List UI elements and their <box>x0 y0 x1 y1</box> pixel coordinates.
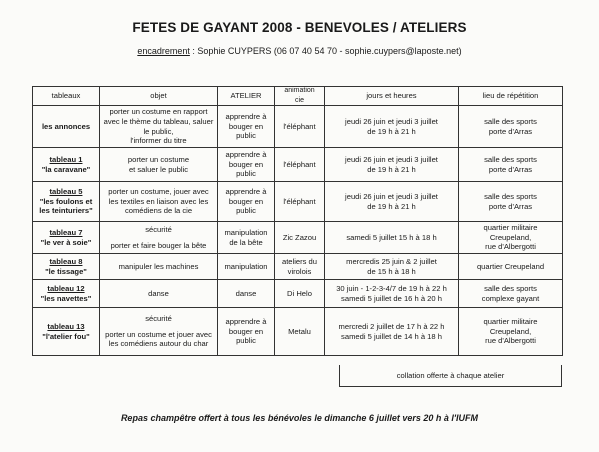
objet-line: l'informer du titre <box>130 136 187 146</box>
contact-text: : Sophie CUYPERS (06 07 40 54 70 - sophie.cuypers@laposte.net) <box>189 46 462 56</box>
atelier-line: de la bête <box>229 237 263 247</box>
cell-tableau <box>33 222 100 254</box>
cell-animation <box>275 254 325 280</box>
jours-line: jeudi 26 juin et jeudi 3 juillet <box>345 116 438 126</box>
table-row <box>33 254 563 280</box>
atelier-line: danse <box>235 288 257 298</box>
lieu-line: porte d'Arras <box>488 126 533 136</box>
atelier-line: bouger en <box>228 159 264 169</box>
objet-line: avec le thème du tableau, saluer <box>103 116 214 126</box>
atelier-line: apprendre à <box>225 150 267 160</box>
cell-atelier <box>218 148 275 182</box>
cell-jours <box>325 106 459 148</box>
atelier-line: manipulation <box>224 261 268 271</box>
jours-line: samedi 5 juillet de 16 h à 20 h <box>341 293 442 303</box>
jours-line: jeudi 26 juin et jeudi 3 juillet <box>345 154 438 164</box>
header-animation-line1: animation <box>284 87 315 94</box>
table-row <box>33 222 563 254</box>
atelier-line: bouger en <box>228 326 264 336</box>
objet-line: porter un costume, jouer avec <box>108 187 209 197</box>
tableau-name: les annonces <box>41 121 91 131</box>
jours-line: jeudi 26 juin et jeudi 3 juillet <box>345 191 438 201</box>
cell-atelier <box>218 222 275 254</box>
tableau-name: "les navettes" <box>40 293 92 303</box>
tableau-number: tableau 13 <box>47 321 85 331</box>
cell-lieu <box>459 280 563 308</box>
jours-line: mercredis 25 juin & 2 juillet <box>346 256 437 266</box>
atelier-line: manipulation <box>224 227 268 237</box>
cell-tableau <box>33 182 100 222</box>
tableau-number: tableau 1 <box>49 154 83 164</box>
jours-line: 30 juin - 1-2-3-4/7 de 19 h à 22 h <box>336 283 447 293</box>
jours-line: mercredi 2 juillet de 17 h à 22 h <box>338 321 445 331</box>
lieu-line: quartier militaire <box>483 223 538 233</box>
footer-note: Repas champêtre offert à tous les bénévoles le dimanche 6 juillet vers 20 h à l'IUFM <box>120 413 479 423</box>
objet-line: les textiles en liaison avec les <box>108 196 209 206</box>
header-jours: jours et heures <box>325 87 459 106</box>
cell-animation <box>275 106 325 148</box>
table-row <box>33 106 563 148</box>
cell-objet <box>100 308 218 356</box>
jours-line: samedi 5 juillet 15 h à 18 h <box>346 232 437 242</box>
contact-line <box>0 46 599 56</box>
collation-note: collation offerte à chaque atelier <box>339 365 562 387</box>
header-row <box>33 87 563 106</box>
cell-atelier <box>218 106 275 148</box>
table-row <box>33 182 563 222</box>
objet-line: le public, <box>143 126 174 136</box>
lieu-line: porte d'Arras <box>488 201 533 211</box>
header-animation-line2: cie <box>295 97 304 104</box>
cell-animation <box>275 182 325 222</box>
lieu-line: rue d'Albergotti <box>485 336 536 346</box>
objet-line: porter un costume et jouer avec <box>105 329 212 339</box>
objet-line: les comédiens autour du char <box>108 339 209 349</box>
atelier-line: apprendre à <box>225 112 267 122</box>
objet-line: danse <box>148 288 169 298</box>
jours-line: samedi 5 juillet de 14 h à 18 h <box>341 331 442 341</box>
header-lieu: lieu de répétition <box>459 87 563 106</box>
cell-animation <box>275 280 325 308</box>
animation-line: Zic Zazou <box>282 232 317 242</box>
lieu-line: salle des sports <box>484 154 537 164</box>
cell-jours <box>325 148 459 182</box>
jours-line: de 19 h à 21 h <box>367 126 416 136</box>
cell-lieu <box>459 222 563 254</box>
atelier-line: public <box>236 336 256 346</box>
cell-tableau <box>33 280 100 308</box>
document-title: FETES DE GAYANT 2008 - BENEVOLES / ATELIERS <box>132 20 467 35</box>
cell-atelier <box>218 182 275 222</box>
objet-line: porter et faire bouger la bête <box>110 240 207 250</box>
tableau-name: "les foulons et les teinturiers" <box>39 196 93 216</box>
tableau-name: "la caravane" <box>41 164 91 174</box>
animation-line: l'éléphant <box>283 121 316 131</box>
objet-line: manipuler les machines <box>118 261 199 271</box>
lieu-line: salle des sports <box>484 283 537 293</box>
lieu-line: Creupeland, <box>489 232 532 242</box>
cell-lieu <box>459 182 563 222</box>
cell-objet <box>100 182 218 222</box>
cell-jours <box>325 182 459 222</box>
cell-lieu <box>459 148 563 182</box>
tableau-name: "le tissage" <box>45 266 87 276</box>
cell-objet <box>100 254 218 280</box>
jours-line: de 19 h à 21 h <box>367 201 416 211</box>
animation-line: l'éléphant <box>283 196 316 206</box>
tableau-number: tableau 5 <box>49 187 83 197</box>
cell-tableau <box>33 308 100 356</box>
tableau-number: tableau 8 <box>49 256 83 266</box>
lieu-line: rue d'Albergotti <box>485 242 536 252</box>
cell-atelier <box>218 280 275 308</box>
cell-lieu <box>459 254 563 280</box>
objet-line: comédiens de la cie <box>124 206 193 216</box>
tableau-number: tableau 7 <box>49 227 83 237</box>
cell-atelier <box>218 254 275 280</box>
tableau-name: "l'atelier fou" <box>42 331 90 341</box>
header-objet: objet <box>100 87 218 106</box>
cell-objet <box>100 280 218 308</box>
header-animation <box>275 87 325 106</box>
cell-lieu <box>459 308 563 356</box>
objet-line: porter un costume <box>127 154 190 164</box>
cell-tableau <box>33 106 100 148</box>
cell-objet <box>100 222 218 254</box>
cell-objet <box>100 148 218 182</box>
atelier-line: public <box>236 131 256 141</box>
animation-line: virolois <box>287 266 312 276</box>
header-tableaux: tableaux <box>33 87 100 106</box>
header-atelier: ATELIER <box>218 87 275 106</box>
animation-line: Di Helo <box>287 288 312 298</box>
objet-line: porter un costume en rapport <box>109 107 208 117</box>
table-row <box>33 308 563 356</box>
volunteer-table <box>32 86 563 356</box>
animation-line: ateliers du <box>281 256 318 266</box>
animation-line: l'éléphant <box>283 159 316 169</box>
lieu-line: quartier Creupeland <box>476 261 545 271</box>
tableau-name: "le ver à soie" <box>40 237 92 247</box>
lieu-line: complexe gayant <box>481 293 540 303</box>
atelier-line: bouger en <box>228 196 264 206</box>
lieu-line: salle des sports <box>484 191 537 201</box>
cell-atelier <box>218 308 275 356</box>
cell-jours <box>325 222 459 254</box>
atelier-line: public <box>236 169 256 179</box>
objet-line: et saluer le public <box>128 164 189 174</box>
lieu-line: salle des sports <box>484 116 537 126</box>
cell-animation <box>275 148 325 182</box>
table-row <box>33 280 563 308</box>
lieu-line: quartier militaire <box>483 317 538 327</box>
atelier-line: bouger en <box>228 121 264 131</box>
objet-line: sécurité <box>145 224 172 234</box>
cell-objet <box>100 106 218 148</box>
jours-line: de 19 h à 21 h <box>367 164 416 174</box>
atelier-line: public <box>236 206 256 216</box>
cell-animation <box>275 308 325 356</box>
cell-jours <box>325 280 459 308</box>
lieu-line: porte d'Arras <box>488 164 533 174</box>
atelier-line: apprendre à <box>225 317 267 327</box>
cell-jours <box>325 254 459 280</box>
tableau-number: tableau 12 <box>47 283 85 293</box>
cell-tableau <box>33 148 100 182</box>
table-row <box>33 148 563 182</box>
lieu-line: Creupeland, <box>489 326 532 336</box>
animation-line: Metalu <box>288 326 311 336</box>
objet-line: sécurité <box>145 314 172 324</box>
atelier-line: apprendre à <box>225 187 267 197</box>
cell-lieu <box>459 106 563 148</box>
cell-jours <box>325 308 459 356</box>
cell-tableau <box>33 254 100 280</box>
contact-label: encadrement <box>137 46 190 56</box>
jours-line: de 15 h à 18 h <box>367 266 416 276</box>
cell-animation <box>275 222 325 254</box>
